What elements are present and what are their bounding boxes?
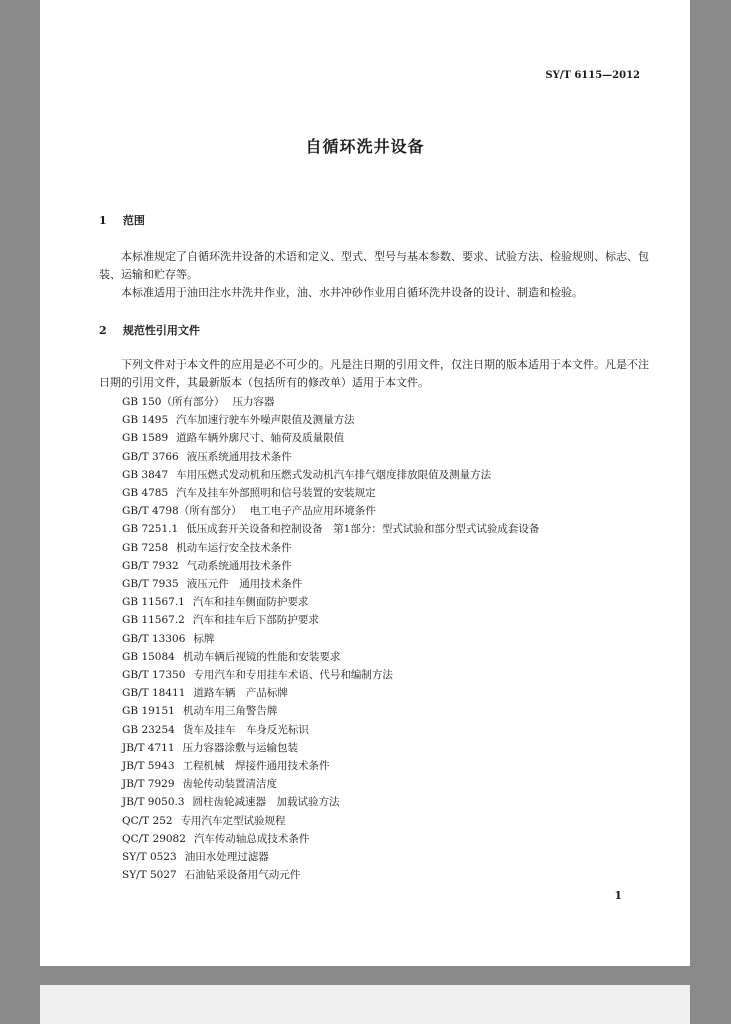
reference-list [122, 393, 539, 884]
reference-item [122, 866, 539, 884]
reference-code: QC/T 29082 [122, 832, 186, 845]
reference-title: 货车及挂车 车身反光标识 [182, 723, 309, 736]
reference-code: GB 4785 [122, 487, 169, 500]
reference-item [122, 793, 539, 811]
reference-item [122, 502, 539, 520]
reference-code: GB 11567.2 [122, 614, 185, 627]
reference-title: 专用汽车定型试验规程 [180, 814, 286, 827]
reference-code: GB/T 4798（所有部分） [122, 505, 242, 518]
reference-code: GB 1589 [122, 432, 169, 445]
reference-title: 机动车用三角警告牌 [182, 705, 278, 718]
reference-title: 压力容器 [232, 396, 275, 408]
reference-code: JB/T 7929 [122, 778, 175, 791]
reference-title: 石油钻采设备用气动元件 [184, 869, 301, 882]
reference-title: 专用汽车和专用挂车术语、代号和编制方法 [193, 669, 393, 682]
reference-code: JB/T 4711 [122, 741, 175, 754]
reference-code: JB/T 5943 [122, 760, 175, 773]
reference-title: 液压元件 通用技术条件 [186, 578, 303, 591]
reference-title: 汽车加速行驶车外噪声限值及测量方法 [176, 414, 355, 427]
reference-item [122, 812, 539, 830]
reference-title: 工程机械 焊接件通用技术条件 [182, 760, 330, 773]
reference-item [122, 848, 539, 866]
reference-title: 汽车及挂车外部照明和信号装置的安装规定 [176, 487, 376, 500]
section-title: 规范性引用文件 [122, 324, 200, 337]
reference-title: 液压系统通用技术条件 [186, 450, 292, 463]
reference-title: 车用压燃式发动机和压燃式发动机汽车排气烟度排放限值及测量方法 [176, 468, 492, 481]
reference-code: GB 23254 [122, 723, 175, 736]
reference-code: GB 15084 [122, 650, 175, 663]
section-number: 1 [99, 214, 107, 227]
reference-item [122, 575, 539, 593]
reference-title: 电工电子产品应用环境条件 [249, 505, 376, 518]
paragraph: 本标准规定了自循环洗井设备的术语和定义、型式、型号与基本参数、要求、试验方法、检验规则、标志、包装、运输和贮存等。 [99, 250, 649, 281]
reference-item [122, 830, 539, 848]
reference-title: 汽车传动轴总成技术条件 [193, 832, 310, 845]
reference-item [122, 539, 539, 557]
reference-title: 圆柱齿轮减速器 加载试验方法 [192, 796, 340, 809]
next-page [40, 985, 690, 1024]
reference-item [122, 411, 539, 429]
reference-item [122, 466, 539, 484]
reference-title: 机动车辆后视镜的性能和安装要求 [182, 650, 341, 663]
reference-code: GB 11567.1 [122, 596, 185, 609]
document-page [40, 0, 690, 966]
reference-code: GB 7258 [122, 541, 169, 554]
reference-code: GB/T 7935 [122, 578, 179, 591]
reference-code: GB 19151 [122, 705, 175, 718]
reference-code: GB 7251.1 [122, 523, 179, 536]
reference-code: GB/T 17350 [122, 669, 186, 682]
reference-item [122, 739, 539, 757]
reference-code: JB/T 9050.3 [122, 796, 185, 809]
reference-code: GB/T 13306 [122, 632, 186, 645]
reference-item [122, 702, 539, 720]
reference-title: 道路车辆外廓尺寸、轴荷及质量限值 [176, 432, 345, 445]
reference-title: 气动系统通用技术条件 [186, 559, 292, 572]
reference-code: GB/T 18411 [122, 687, 186, 700]
reference-code: GB 150（所有部分） [122, 396, 225, 408]
page-number: 1 [614, 889, 622, 902]
reference-code: GB/T 3766 [122, 450, 179, 463]
reference-title: 压力容器涂敷与运输包装 [182, 741, 299, 754]
reference-item [122, 484, 539, 502]
standard-code: SY/T 6115—2012 [545, 70, 640, 81]
reference-title: 低压成套开关设备和控制设备 第1部分：型式试验和部分型式试验成套设备 [186, 523, 540, 536]
reference-code: GB/T 7932 [122, 559, 179, 572]
reference-item [122, 630, 539, 648]
reference-code: GB 1495 [122, 414, 169, 427]
paragraph: 本标准适用于油田注水井洗井作业，油、水井冲砂作业用自循环洗井设备的设计、制造和检验。 [121, 286, 583, 299]
reference-item [122, 393, 539, 411]
reference-item [122, 684, 539, 702]
document-title: 自循环洗井设备 [305, 137, 425, 156]
reference-code: SY/T 5027 [122, 869, 177, 882]
reference-title: 标牌 [193, 632, 215, 645]
reference-code: QC/T 252 [122, 814, 173, 827]
section-1-heading [99, 212, 145, 228]
reference-item [122, 520, 539, 538]
reference-item [122, 448, 539, 466]
section-title: 范围 [122, 214, 145, 227]
reference-item [122, 666, 539, 684]
reference-item [122, 721, 539, 739]
reference-item [122, 593, 539, 611]
reference-code: SY/T 0523 [122, 851, 177, 864]
reference-item [122, 557, 539, 575]
paragraph: 下列文件对于本文件的应用是必不可少的。凡是注日期的引用文件，仅注日期的版本适用于本文件。凡是不注日期的引用文件，其最新版本（包括所有的修改单）适用于本文件。 [99, 358, 649, 389]
reference-item [122, 611, 539, 629]
reference-title: 油田水处理过滤器 [184, 851, 269, 864]
reference-title: 汽车和挂车后下部防护要求 [192, 614, 319, 627]
section-2-heading [99, 322, 200, 338]
reference-item [122, 648, 539, 666]
reference-title: 机动车运行安全技术条件 [176, 541, 292, 554]
reference-item [122, 757, 539, 775]
reference-code: GB 3847 [122, 468, 169, 481]
reference-item [122, 775, 539, 793]
reference-title: 齿轮传动装置清洁度 [182, 778, 278, 791]
section-number: 2 [99, 324, 107, 337]
reference-title: 汽车和挂车侧面防护要求 [192, 596, 309, 609]
reference-title: 道路车辆 产品标牌 [193, 687, 288, 700]
reference-item [122, 429, 539, 447]
